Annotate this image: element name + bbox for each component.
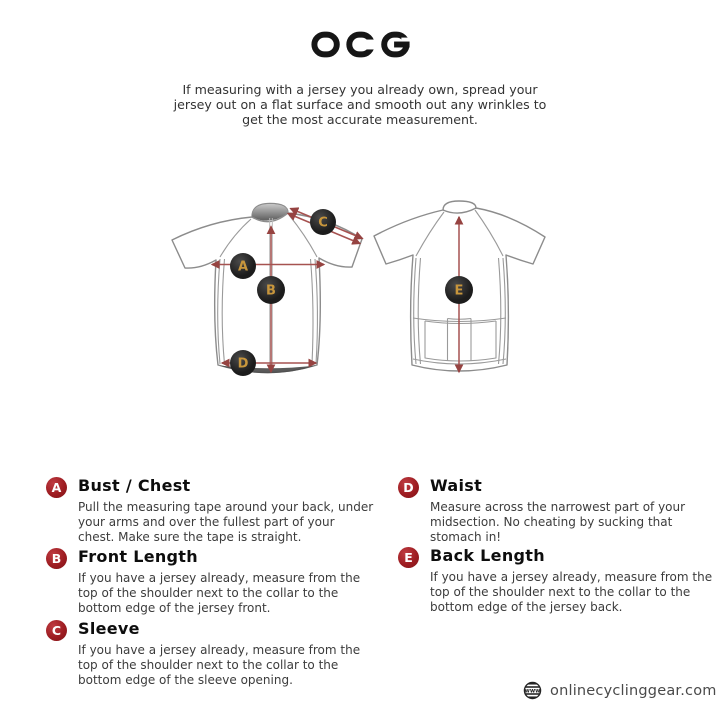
- svg-text:D: D: [237, 356, 249, 372]
- measurement-title: Back Length: [430, 546, 545, 565]
- svg-text:A: A: [237, 259, 249, 275]
- measurement-description: If you have a jersey already, measure from the top of the shoulder next to the collar to the bottom edge of the sleeve opening.: [78, 643, 361, 687]
- svg-text:B: B: [266, 283, 276, 299]
- measurement-description: Pull the measuring tape around your back, under your arms and over the fullest part of your chest. Make sure the tape is straight.: [78, 500, 374, 544]
- svg-text:www: www: [524, 688, 541, 695]
- measurement-item-front-length: [46, 547, 374, 615]
- measurement-description: If you have a jersey already, measure from the top of the shoulder next to the collar to the bottom edge of the jersey back.: [430, 570, 713, 614]
- website-link[interactable]: onlinecyclinggear.com: [550, 682, 717, 699]
- measurement-title: Waist: [430, 476, 483, 495]
- diagram-badge-b: [257, 276, 285, 304]
- measurement-letter-badge: E: [398, 547, 419, 568]
- measurement-item-back-length: [398, 546, 720, 614]
- measurement-letter-badge: D: [398, 477, 419, 498]
- ocg-logo-icon: [311, 31, 410, 58]
- measurement-letter-badge: C: [46, 620, 67, 641]
- measurement-letter-badge: B: [46, 548, 67, 569]
- diagram-badge-a: [230, 253, 256, 279]
- measurement-description: Measure across the narrowest part of your midsection. No cheating by sucking that stomach in!: [430, 500, 686, 544]
- svg-text:C: C: [318, 215, 328, 231]
- www-globe-icon: [522, 680, 543, 701]
- measurement-item-bust-chest: [46, 476, 374, 544]
- intro-text: If measuring with a jersey you already own, spread your jersey out on a flat surface and smooth out any wrinkles to get the most accurate measurement.: [173, 82, 547, 128]
- diagram-badge-c: [310, 209, 336, 235]
- measurement-title: Front Length: [78, 547, 198, 566]
- jersey-measurement-diagram: [140, 160, 580, 400]
- footer: [522, 680, 717, 701]
- diagram-badge-d: [230, 350, 256, 376]
- measurement-item-sleeve: [46, 619, 374, 687]
- measurement-title: Bust / Chest: [78, 476, 191, 495]
- measurement-title: Sleeve: [78, 619, 140, 638]
- svg-text:E: E: [454, 283, 464, 299]
- ocg-logo: [0, 31, 720, 58]
- diagram-badge-e: [445, 276, 473, 304]
- measurement-description: If you have a jersey already, measure from the top of the shoulder next to the collar to the bottom edge of the jersey front.: [78, 571, 361, 615]
- measurement-letter-badge: A: [46, 477, 67, 498]
- measurement-item-waist: [398, 476, 720, 544]
